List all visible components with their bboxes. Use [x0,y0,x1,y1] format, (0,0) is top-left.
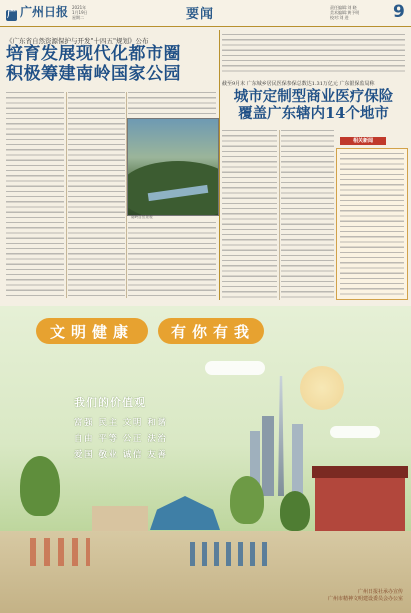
newspaper-logo [6,3,68,21]
headline-line: 培育发展现代化都市圈 [6,44,181,64]
related-news-panel [336,148,408,300]
public-service-poster [0,306,411,613]
related-news-tag: 相关新闻 [340,137,386,145]
tree-shape [280,491,310,531]
cloud-shape [205,361,265,375]
values-row: 爱国 敬业 诚信 友善 [74,450,168,460]
date-line: 2021年 [72,5,87,10]
canton-tower-shape [278,376,284,496]
masthead [0,0,411,27]
article1-photo [127,118,219,216]
logo-text: 广州日报 [20,5,69,19]
red-building-roof [312,466,408,478]
photo-caption: 南岭自然景观 [131,215,153,219]
editor-line: 美术编辑:黄予明 [330,10,360,15]
section-divider [219,30,220,300]
tree-shape [230,476,264,524]
date-line: 星期二 [72,15,84,20]
banner-text-right: 有你有我 [171,323,256,341]
tree-shape [20,456,60,516]
skyscraper-shape [262,416,274,496]
section-title: 要闻 [186,7,215,22]
right-top-brief [222,34,405,74]
headline-line: 城市定制型商业医疗保险 [233,88,394,105]
people-group [190,542,270,566]
poster-credit [328,588,403,602]
colonnade-shape [92,506,148,534]
credit-line: 广州日报社承办宣传 [357,589,403,595]
issue-date [72,5,88,20]
page-number: 9 [393,2,405,22]
date-line: 1月19日 [72,10,88,15]
headline-line: 积极筹建南岭国家公园 [6,64,181,84]
values-title: 我们的价值观 [74,396,146,409]
article1-body-col1 [6,92,64,298]
headline-line: 覆盖广东辖内14个地市 [238,105,389,122]
article2-headline [222,88,405,122]
column-divider [66,92,67,298]
editor-line: 责任编辑:刘 晓 [330,5,357,10]
related-news-body [340,153,404,295]
article1-body-col3 [128,92,216,116]
banner-text-left: 文明健康 [50,323,135,341]
values-row: 自由 平等 公正 法治 [74,434,168,444]
red-building-shape [315,476,405,536]
article2-body-col2 [281,130,334,300]
values-row: 富强 民主 文明 和谐 [74,418,168,428]
sun-shape [300,366,344,410]
skyscraper-shape [292,424,303,496]
article2-kicker: 截至9月末 广东城乡居民医保参保总数达1.31万亿元 广东银保监局称 [222,81,375,87]
logo-icon: 广 [6,10,16,20]
people-group [30,538,90,566]
article1-body-col3b [128,222,216,298]
article1-headline [6,44,181,84]
cloud-shape [330,426,380,438]
column-divider [279,130,280,300]
article2-body-col1 [222,130,277,300]
editor-line: 校对:刘 进 [330,15,349,20]
article1-body-col2 [68,92,125,298]
memorial-hall-shape [150,496,220,530]
article1-subtitle: 《广东省自然资源保护与开发"十四五"规划》公布 [6,37,149,45]
editor-credits [330,5,359,20]
credit-line: 广州市精神文明建设委员会办公室 [327,596,403,602]
